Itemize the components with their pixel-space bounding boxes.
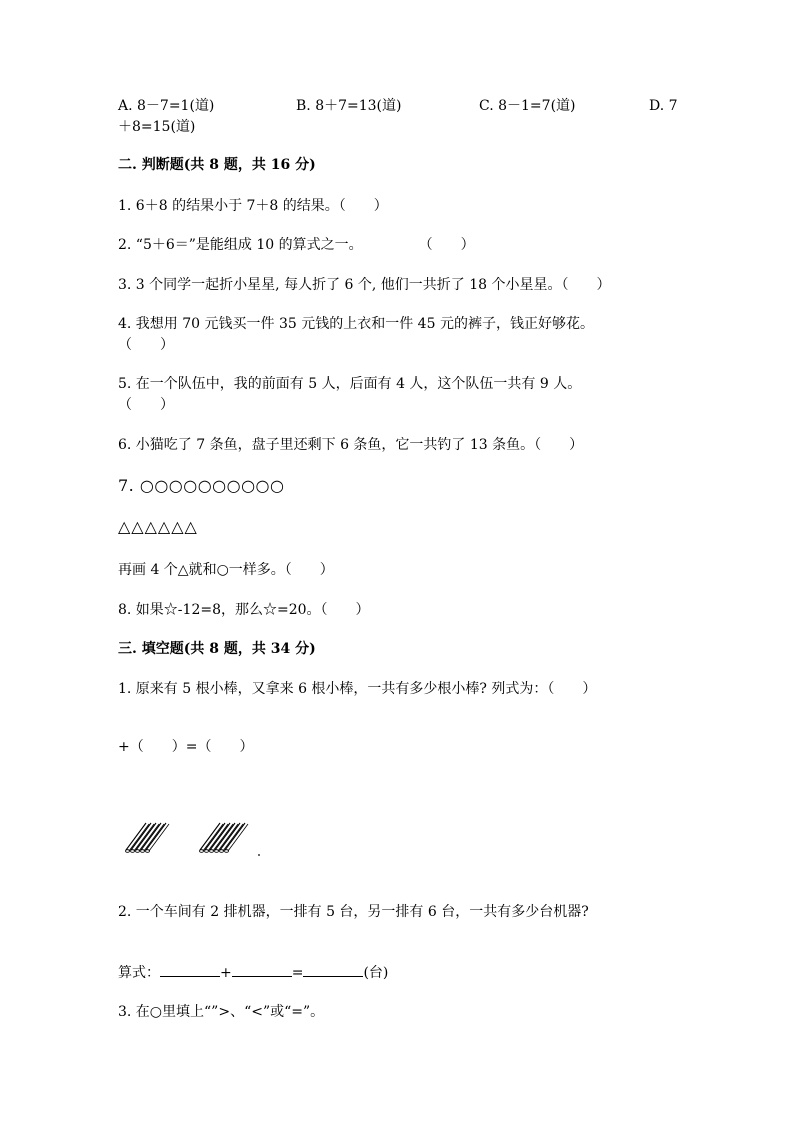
judgement-question-1: 1. 6＋8 的结果小于 7＋8 的结果。（ ） — [118, 198, 388, 214]
stick — [141, 823, 161, 850]
fill-question-2-formula — [118, 962, 388, 983]
judgement-question-5-answer: （ ） — [118, 397, 174, 413]
option-a: A. 8－7=1(道) — [118, 98, 215, 114]
judgement-question-4-answer: （ ） — [118, 337, 174, 353]
option-d-continued: ＋8=15(道) — [118, 119, 196, 135]
stick-end — [210, 850, 214, 853]
stick-edge — [208, 824, 228, 851]
figure-dot — [258, 854, 260, 856]
answer-blank-1[interactable] — [160, 962, 220, 977]
judgement-question-7-triangles: △△△△△△ — [118, 517, 198, 536]
stick-end — [146, 850, 150, 853]
fill-question-1-formula: +（ ）=（ ） — [118, 739, 254, 755]
formula-label: 算式： — [118, 965, 160, 981]
equals-sign: = — [291, 965, 304, 981]
judgement-question-4: 4. 我想用 70 元钱买一件 35 元钱的上衣和一件 45 元的裤子，钱正好够花。 — [118, 316, 594, 332]
stick-end — [131, 850, 135, 853]
option-d: D. 7 — [649, 98, 678, 114]
stick-end — [126, 850, 130, 853]
stick — [146, 823, 166, 850]
judgement-question-6: 6. 小猫吃了 7 条鱼，盘子里还剩下 6 条鱼，它一共钓了 13 条鱼。（ ） — [118, 437, 584, 453]
plus-sign: + — [220, 965, 232, 981]
stick-end — [225, 850, 229, 853]
stick — [225, 823, 245, 850]
answer-blank-3[interactable] — [303, 962, 363, 977]
stick — [220, 823, 240, 850]
stick-end — [141, 850, 145, 853]
judgement-question-8: 8. 如果☆-12=8，那么☆=20。（ ） — [118, 602, 370, 618]
stick-bundle-five — [126, 823, 170, 852]
option-b: B. 8＋7=13(道) — [296, 98, 402, 114]
unit-label: (台) — [363, 965, 389, 981]
judgement-question-2: 2. “5＋6＝”是能组成 10 的算式之一。 （ ） — [118, 237, 475, 253]
stick-end — [200, 850, 204, 853]
fill-question-2: 2. 一个车间有 2 排机器，一排有 5 台，另一排有 6 台，一共有多少台机器? — [118, 904, 589, 920]
stick-edge — [134, 824, 154, 851]
stick-edge — [203, 824, 223, 851]
answer-blank-2[interactable] — [232, 962, 292, 977]
judgement-question-7-circles: 7. ○○○○○○○○○○ — [118, 476, 285, 495]
judgement-question-5: 5. 在一个队伍中，我的前面有 5 人，后面有 4 人，这个队伍一共有 9 人。 — [118, 376, 582, 392]
stick-end — [136, 850, 140, 853]
stick-end — [215, 850, 219, 853]
judgement-question-7-text: 再画 4 个△就和○一样多。（ ） — [118, 562, 334, 578]
fill-question-3: 3. 在○里填上“”>、“<”或“=”。 — [118, 1004, 325, 1020]
judgement-question-3: 3. 3 个同学一起折小星星, 每人折了 6 个, 他们一共折了 18 个小星星。（ ） — [118, 277, 611, 293]
fill-question-1: 1. 原来有 5 根小棒，又拿来 6 根小棒，一共有多少根小棒? 列式为：（ ） — [118, 681, 597, 697]
section-title-judgement: 二. 判断题(共 8 题，共 16 分) — [118, 157, 316, 173]
stick-bundle-six — [200, 823, 249, 852]
stick-end — [220, 850, 224, 853]
stick-bundles-figure — [120, 818, 270, 860]
option-c: C. 8－1=7(道) — [479, 98, 576, 114]
section-title-fill-blank: 三. 填空题(共 8 题，共 34 分) — [118, 641, 316, 657]
stick-edge — [129, 824, 149, 851]
stick-end — [205, 850, 209, 853]
